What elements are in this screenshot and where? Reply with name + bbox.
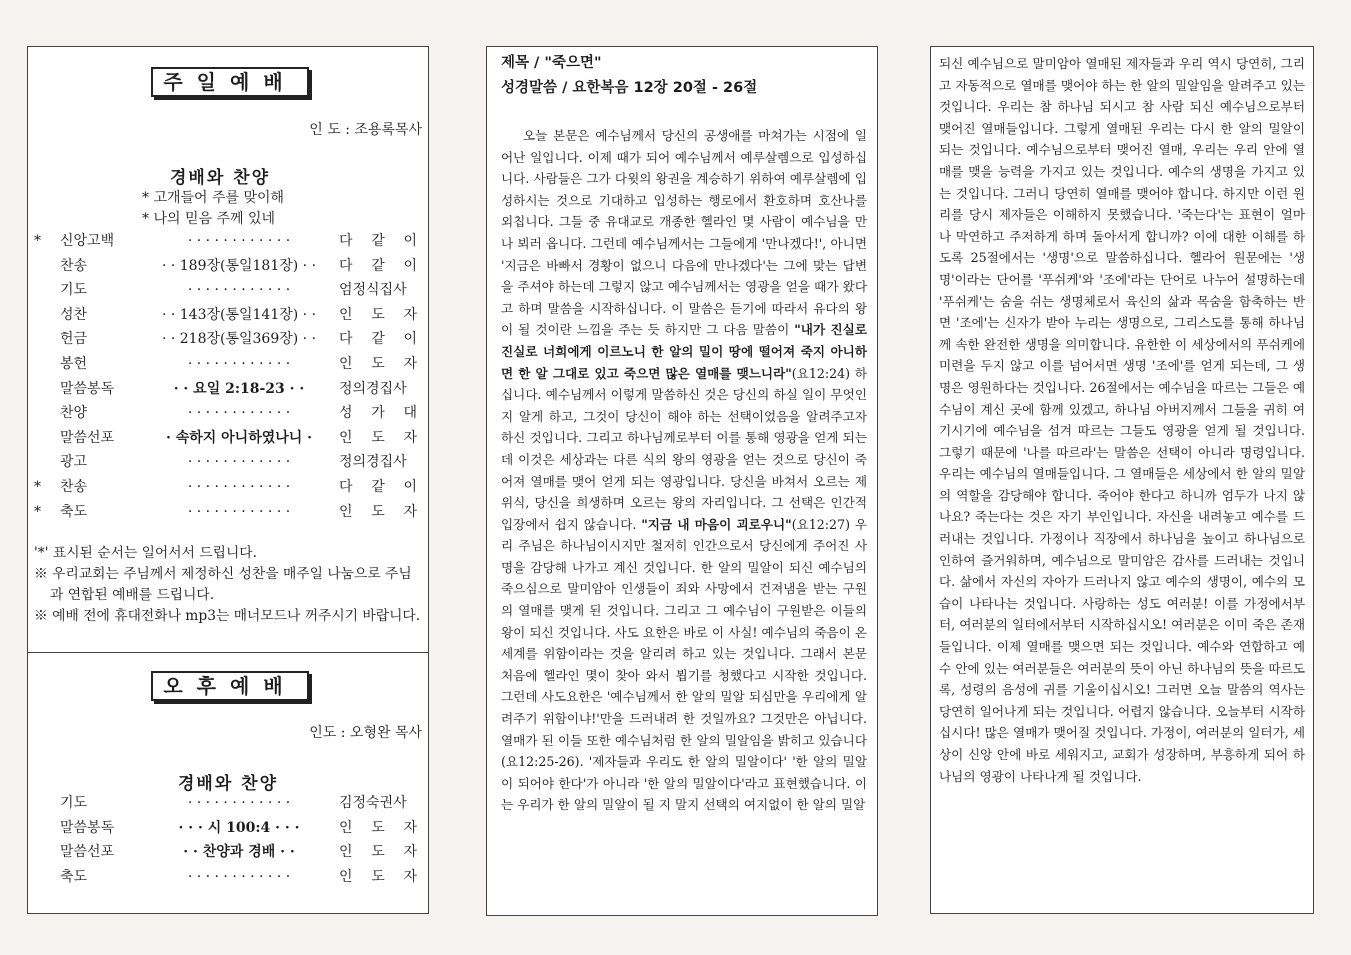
order-item-leader: 다 같 이 [339, 331, 417, 348]
afternoon-service-title: 오후예배 [151, 671, 309, 701]
order-item-leader: 인 도 자 [339, 429, 417, 446]
order-item-name: 찬양 [60, 405, 88, 422]
order-item-name: 헌금 [60, 331, 88, 348]
worship-order-panel [27, 46, 429, 914]
sermon-text: 하십니다. 예수님께서 이렇게 말씀하신 것은 당신의 하실 일이 무엇인지 알게 하고, 그것이 당신이 해야 하는 선택이었음을 알려주고자 하신 것입니다. 그리고 하나님께로부터 이를 통해 영광을 얻게 되는데 이것은 세상과는 다른 식의 왕의 영광을 얻는 것으로 당신이 죽어져 열매를 맺어 얻게 되는 영광입니다. 당신을 바쳐서 오르는 제위식, 당신을 희생하며 오르는 왕의 자리입니다. 그 선택은 인간적 입장에서 쉽지 않습니다. [501, 365, 867, 532]
order-item-leader: 정의경집사 [339, 380, 407, 397]
order-item-leader: 엄정식집사 [339, 282, 407, 299]
order-row [34, 327, 420, 352]
morning-leader: 인 도 : 조용록목사 [309, 122, 422, 138]
order-item-detail: · · · · · · · · · · · · [187, 478, 291, 495]
order-item-name: 찬송 [60, 257, 88, 274]
order-row [34, 840, 420, 865]
order-item-name: 말씀봉독 [60, 380, 115, 397]
order-item-name: 기도 [60, 282, 88, 299]
order-item-name: 말씀선포 [60, 844, 115, 861]
order-row [34, 278, 420, 303]
order-item-name: 축도 [60, 503, 88, 520]
order-item-detail: · · · · · · · · · · · · [187, 868, 291, 885]
order-item-leader: 인 도 자 [339, 868, 417, 885]
order-row [34, 352, 420, 377]
sermon-text: 우리 주님은 하나님이시지만 철저히 인간으로서 당신에게 주어진 사명을 감당해 나가고 계신 것입니다. 한 알의 밀알이 되신 예수님의 죽으심으로 말미암아 인생들이 죄와 사망에서 건져냄을 받는 구원의 열매를 맺게 된 것입니다. 그리고 그 예수님이 구원받은 이들의 왕이 되신 것입니다. 사도 요한은 바로 이 사실! 예수님의 죽음이 온 세계를 위함이라는 것을 알리려 하고 있는 것입니다. 그래서 본문 처음에 헬라인 몇이 찾아 와서 뵙기를 청했다고 시작한 것입니다. 그런데 사도요한은 '예수님께서 한 알의 밀알 되심만을 우리에게 알려주기 위함이냐!'만을 드러내려 한 것일까요? 그것만은 아닙니다. 열매가 된 이들 또한 예수님처럼 한 알의 밀알임을 밝히고 있습니다(요12:25-26). '제자들과 우리도 한 알의 밀알이다' '한 알의 밀알이 되어야 한다'가 아니라 '한 알의 밀알이다'라고 표현했습니다. 이는 우리가 한 알의 밀알이 될 지 말지 선택의 여지없이 한 알의 밀알 [501, 516, 868, 813]
order-item-detail: · · 218장(통일369장) · · [161, 331, 317, 348]
order-row [34, 500, 420, 525]
note-communion: ※ 우리교회는 주님께서 제정하신 성찬을 매주일 나눔으로 주님과 연합된 예배를 드립니다. [34, 566, 412, 603]
note-phone: ※ 예배 전에 휴대전화나 mp3는 매너모드나 꺼주시기 바랍니다. [34, 608, 421, 624]
stand-mark: * [34, 478, 41, 495]
sermon-body-1 [501, 125, 867, 816]
order-item-name: 말씀선포 [60, 429, 115, 446]
morning-service-title: 주일예배 [151, 67, 309, 97]
worship-notes [34, 543, 424, 627]
note-standing: '*' 표시된 순서는 일어서서 드립니다. [34, 545, 258, 561]
order-item-name: 축도 [60, 868, 88, 885]
order-item-detail: · · · · · · · · · · · · [187, 795, 291, 811]
order-item-name: 찬송 [60, 478, 88, 495]
sermon-scripture: 성경말씀 / 요한복음 12장 20절 - 26절 [501, 80, 758, 96]
order-item-leader: 다 같 이 [339, 257, 417, 274]
order-item-detail: · · 찬양과 경배 · · [183, 844, 295, 861]
order-item-detail: · 속하지 아니하였나니 · [165, 429, 313, 446]
sermon-key-verse: "내가 진실로 진실로 너희에게 이르노니 한 알의 밀이 땅에 떨어져 죽지 아니하면 한 알 그대로 있고 죽으면 많은 열매를 맺느니라" [501, 322, 867, 381]
morning-subtitle: 경배와 찬양 [170, 168, 271, 188]
order-item-leader: 다 같 이 [339, 233, 417, 249]
section-divider [28, 652, 428, 653]
sermon-body-2: 되신 예수님으로 말미암아 열매된 제자들과 우리 역시 당연히, 그리고 자동적으로 열매를 맺어야 하는 한 알의 밀알임을 알려주고 있는 것입니다. 우리는 참 하나님 되시고 참 사람 되신 예수님으로부터 맺어진 열매들입니다. 그렇게 열매된 우리는 다시 한 알의 밀알이 되는 것입니다. 예수님으로부터 맺어진 열매, 우리는 우리 안에 열매를 맺을 능력을 가지고 있는 것입니다. 예수의 생명을 가지고 있는 것입니다. 그러니 당연히 열매를 맺어야 합니다. 하지만 이런 원리를 당시 제자들은 이해하지 못했습니다. '죽는다'는 표현이 얼마나 막연하고 주저하게 하며 돌아서게 합니까? 이에 대한 이해를 하도록 25절에서는 '생명'으로 말씀하십니다. 헬라어 원문에는 '생명'이라는 단어를 '푸쉬케'와 '조에'라는 단어로 나누어 설명하는데 '푸쉬케'는 숨을 쉬는 생명체로서 육신의 삶과 목숨을 함축하는 반면 '조에'는 신자가 받아 누리는 생명으로, 그리스도를 통해 하나님께 속한 완전한 생명을 의미합니다. 유한한 이 세상에서의 푸쉬케에 미련을 두지 않고 이를 넘어서면 생명 '조에'를 얻게 되는데, 그 생명은 영원하다는 것입니다. 26절에서는 예수님을 따르는 그들은 예수님이 계신 곳에 함께 있겠고, 하나님 아버지께서 그들을 귀히 여기시기에 예수님을 섬겨 따르는 그들도 영광을 얻게 될 것입니다. 그렇기 때문에 '나를 따르라'는 말씀은 선택이 아니라 명령입니다. 우리는 예수님의 열매들입니다. 그 열매들은 세상에서 한 알의 밀알의 역할을 감당해야 합니다. 죽어야 한다고 하니까 엄두가 나지 않나요? 죽는다는 것은 자기 부인입니다. 자신을 내려놓고 예수를 드러내는 것입니다. 가정이나 직장에서 하나님을 높이고 하나님으로 인하여 즐거워하며, 예수님으로 말미암은 감사를 드러내는 것입니다. 삶에서 자신의 자아가 드러나지 않고 예수의 생명이, 예수의 모습이 나타나는 것입니다. 사랑하는 성도 여러분! 이를 가정에서부터, 여러분의 일터에서부터 시작하십시오! 여러분은 이미 죽은 존재들입니다. 이제 열매를 맺으면 되는 것입니다. 예수와 연합하고 예수 안에 있는 여러분들은 여러분의 뜻이 아닌 하나님의 뜻을 따르도록, 성령의 음성에 귀를 기울이십시오! 그러면 오늘 말씀의 역사는 당연히 일어나게 되는 것입니다. 어렵지 않습니다. 오늘부터 시작하십시다! 많은 열매가 맺어질 것입니다. 가정이, 여러분의 일터가, 세상이 신앙 안에 바로 세워지고, 교회가 성장하며, 부흥하게 되어 하나님의 영광이 나타나게 될 것입니다. [939, 56, 1305, 784]
sermon-panel-2 [930, 46, 1314, 914]
order-item-name: 광고 [60, 454, 88, 471]
order-item-leader: 정의경집사 [339, 454, 407, 471]
order-row [34, 816, 420, 841]
afternoon-order-list [34, 791, 420, 889]
order-item-detail: · · · · · · · · · · · · [187, 454, 291, 471]
order-item-name: 봉헌 [60, 355, 88, 372]
order-row [34, 791, 420, 816]
order-item-leader: 인 도 자 [339, 844, 417, 861]
morning-hymn-1: * 고개들어 주를 맞이해 [142, 190, 285, 206]
order-row [34, 254, 420, 279]
order-item-leader: 성 가 대 [339, 405, 417, 422]
stand-mark: * [34, 233, 41, 249]
order-row [34, 865, 420, 890]
morning-hymn-2: * 나의 믿음 주께 있네 [142, 211, 275, 227]
sermon-header [501, 51, 757, 101]
order-row [34, 475, 420, 500]
order-item-name: 기도 [60, 795, 88, 811]
order-row [34, 303, 420, 328]
order-item-leader: 다 같 이 [339, 478, 417, 495]
order-item-name: 신앙고백 [60, 233, 115, 249]
order-item-leader: 인 도 자 [339, 503, 417, 520]
order-row [34, 401, 420, 426]
order-row [34, 450, 420, 475]
order-item-detail: · · · · · · · · · · · · [187, 233, 291, 249]
order-item-detail: · · · 시 100:4 · · · [178, 819, 300, 836]
order-row [34, 426, 420, 451]
verse-reference: (요12:27) [791, 516, 850, 532]
order-item-name: 성찬 [60, 306, 88, 323]
order-item-detail: · · · · · · · · · · · · [187, 503, 291, 520]
afternoon-leader: 인도 : 오형완 목사 [309, 725, 422, 741]
afternoon-subtitle: 경배와 찬양 [178, 774, 279, 794]
stand-mark: * [34, 503, 41, 520]
order-item-leader: 인 도 자 [339, 306, 417, 323]
order-item-detail: · · · · · · · · · · · · [187, 355, 291, 372]
order-row [34, 229, 420, 254]
order-item-detail: · · · · · · · · · · · · [187, 282, 291, 299]
order-item-detail: · · 189장(통일181장) · · [161, 257, 317, 274]
order-item-detail: · · · · · · · · · · · · [187, 405, 291, 422]
order-item-leader: 김정숙권사 [339, 795, 407, 811]
order-item-leader: 인 도 자 [339, 819, 417, 836]
order-row [34, 377, 420, 402]
sermon-panel-1 [486, 46, 878, 916]
order-item-detail: · · 요일 2:18-23 · · [173, 380, 305, 397]
order-item-leader: 인 도 자 [339, 355, 417, 372]
sermon-text: 오늘 본문은 예수님께서 당신의 공생애를 마쳐가는 시점에 일어난 일입니다. 이제 때가 되어 예수님께서 예루살렘으로 입성하십니다. 사람들은 그가 다윗의 왕권을 계승하기 위하여 예루살렘에 입성하시는 것으로 기대하고 입성하는 행로에서 환호하며 호산나를 외칩니다. 그들 중 유대교로 개종한 헬라인 몇 사람이 예수님을 만나 뵈러 옵니다. 그런데 예수님께서는 그들에게 '만나겠다!', 아니면 '지금은 바빠서 경황이 없으니 다음에 만나겠다'는 그에 맞는 답변을 주셔야 하는데 그렇지 않고 예수님께서는 영광을 얻을 때가 왔다고 하며 말씀을 시작하십니다. 이 말씀은 듣기에 따라서 유다의 왕이 될 것이란 느낌을 주는 듯 하지만 그 다음 말씀이 [501, 128, 867, 338]
order-item-detail: · · 143장(통일141장) · · [161, 306, 317, 323]
morning-order-list [34, 229, 420, 524]
sermon-title: 제목 / "죽으면" [501, 55, 602, 71]
order-item-name: 말씀봉독 [60, 819, 115, 836]
sermon-key-verse: "지금 내 마음이 괴로우니" [641, 516, 792, 532]
verse-reference: (요12:24) [791, 365, 851, 381]
